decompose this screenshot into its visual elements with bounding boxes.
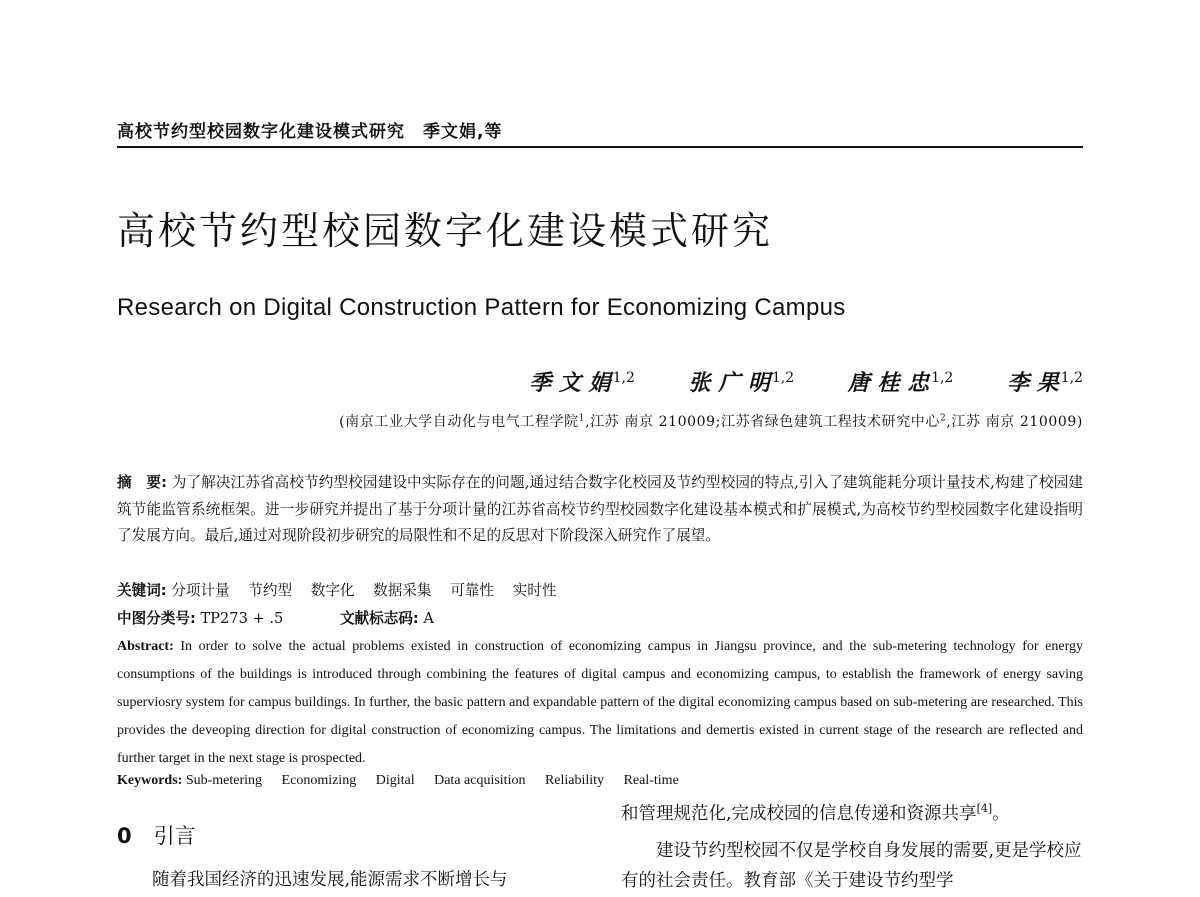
- abstract-en-label: Abstract:: [117, 639, 174, 654]
- running-head-title: 高校节约型校园数字化建设模式研究: [117, 122, 405, 142]
- doc-code: 文献标志码: A: [339, 610, 434, 627]
- keyword: 实时性: [512, 582, 557, 599]
- keyword: 可靠性: [450, 582, 494, 599]
- affiliation: (南京工业大学自动化与电气工程学院$^1$,江苏 南京 210009;江苏省绿色建筑工程技术研究中心$^2$,江苏 南京 210009): [339, 413, 1083, 430]
- abstract-en: [117, 633, 1083, 773]
- keyword: Sub-metering: [185, 773, 263, 788]
- title-cn: 高校节约型校园数字化建设模式研究: [117, 209, 774, 253]
- keyword: Reliability: [544, 773, 605, 788]
- abstract-cn-text: 为了解决江苏省高校节约型校园建设中实际存在的问题,通过结合数字化校园及节约型校园的特点,引入了建筑能耗分项计量技术,构建了校园建筑节能监管系统框架。进一步研究并提出了基于分项计量的江苏省高校节约型校园数字化建设基本模式和扩展模式,为高校节约型校园数字化建设指明了发展方向。最后,通过对现阶段初步研究的局限性和不足的反思对下阶段深入研究作了展望。: [117, 474, 1084, 545]
- keywords-cn-label: 关键词:: [117, 582, 167, 599]
- running-head: [117, 117, 502, 142]
- keyword: 分项计量: [171, 582, 230, 599]
- body-paragraph: 随着我国经济的迅速发展,能源需求不断增长与: [152, 870, 508, 890]
- classification-line: [117, 607, 434, 628]
- keywords-en-label: Keywords:: [117, 773, 183, 788]
- author: 李 果 $^{1,2}$: [1007, 369, 1083, 396]
- author: 张 广 明 $^{1,2}$: [688, 369, 795, 396]
- running-head-authors: 季文娟,等: [423, 122, 503, 142]
- title-en: Research on Digital Construction Pattern for Economizing Campus: [117, 294, 846, 321]
- section-heading: [117, 820, 196, 850]
- author-list: [483, 366, 1083, 397]
- keyword: 数据采集: [373, 582, 432, 599]
- section-title: 引言: [153, 824, 196, 848]
- keyword: 数字化: [310, 582, 355, 599]
- author: 季 文 娟 $^{1,2}$: [529, 369, 635, 396]
- keyword: Real-time: [623, 773, 679, 788]
- abstract-en-text: In order to solve the actual problems existed in construction of economizing campus in Jiangsu province, and the sub-metering technology for energy consumptions of the buildings is introduced through combining the features of digital campus and economizing campus, to establish the framework of energy saving superviosry system for campus buildings. In further, the basic pattern and expandable pattern of the digital economizing campus based on sub-metering are researched. This provides the deveoping direction for digital construction of economizing campus. The limitations and demertis existed in current stage of the research are reflected and further target in the next stage is prospected.: [117, 639, 1084, 766]
- clc-value: TP273 + .5: [200, 610, 284, 627]
- body-paragraph-line: 和管理规范化,完成校园的信息传递和资源共享[4]。: [621, 802, 1010, 824]
- keywords-en: [117, 773, 695, 789]
- section-number: 0: [117, 824, 132, 848]
- abstract-cn: [117, 470, 1083, 550]
- keywords-cn: [117, 579, 570, 600]
- keyword: Economizing: [281, 773, 357, 788]
- author: 唐 桂 忠 $^{1,2}$: [847, 369, 954, 396]
- keyword: Data acquisition: [434, 773, 526, 788]
- abstract-cn-label: 摘 要:: [117, 474, 167, 491]
- header-rule: [117, 146, 1083, 148]
- clc-label: 中图分类号:: [117, 610, 196, 627]
- keyword: Digital: [375, 773, 415, 788]
- body-paragraph: 建设节约型校园不仅是学校自身发展的需要,更是学校应有的社会责任。教育部《关于建设节约型学: [621, 841, 1082, 891]
- citation-ref: [4]: [976, 802, 993, 816]
- keyword: 节约型: [248, 582, 293, 599]
